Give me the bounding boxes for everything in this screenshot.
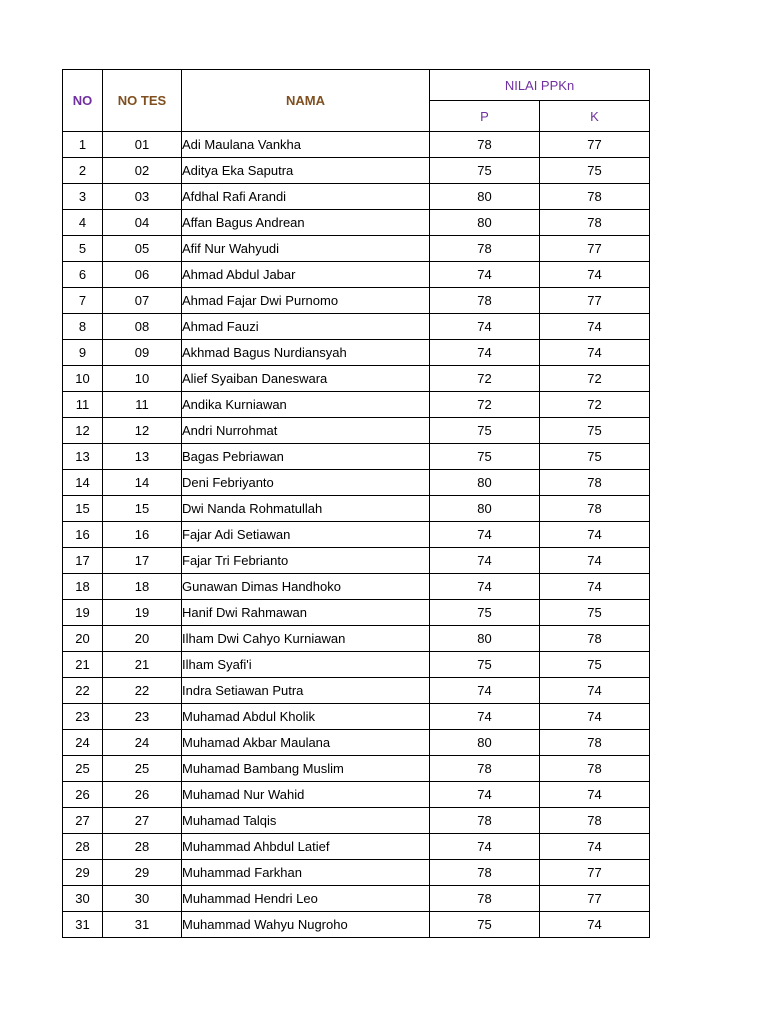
cell-no: 10 <box>63 366 103 392</box>
cell-no: 23 <box>63 704 103 730</box>
cell-no-tes: 27 <box>103 808 182 834</box>
header-no-tes: NO TES <box>103 70 182 132</box>
cell-k: 74 <box>540 262 650 288</box>
table-row <box>63 912 650 938</box>
cell-no-tes: 03 <box>103 184 182 210</box>
cell-p: 75 <box>430 600 540 626</box>
cell-p: 80 <box>430 496 540 522</box>
cell-p: 72 <box>430 392 540 418</box>
cell-no: 7 <box>63 288 103 314</box>
cell-nama: Andri Nurrohmat <box>182 418 430 444</box>
cell-no-tes: 31 <box>103 912 182 938</box>
table-row <box>63 522 650 548</box>
cell-nama: Muhamad Bambang Muslim <box>182 756 430 782</box>
cell-k: 75 <box>540 600 650 626</box>
cell-p: 80 <box>430 730 540 756</box>
cell-no-tes: 19 <box>103 600 182 626</box>
cell-no-tes: 29 <box>103 860 182 886</box>
table-row <box>63 678 650 704</box>
cell-nama: Fajar Adi Setiawan <box>182 522 430 548</box>
cell-no-tes: 30 <box>103 886 182 912</box>
cell-p: 74 <box>430 782 540 808</box>
cell-k: 78 <box>540 730 650 756</box>
cell-nama: Afdhal Rafi Arandi <box>182 184 430 210</box>
cell-p: 78 <box>430 132 540 158</box>
cell-no-tes: 08 <box>103 314 182 340</box>
cell-k: 75 <box>540 444 650 470</box>
cell-p: 80 <box>430 210 540 236</box>
cell-nama: Muhamad Nur Wahid <box>182 782 430 808</box>
cell-no-tes: 07 <box>103 288 182 314</box>
cell-nama: Muhamad Talqis <box>182 808 430 834</box>
cell-k: 74 <box>540 522 650 548</box>
cell-p: 78 <box>430 288 540 314</box>
header-nama: NAMA <box>182 70 430 132</box>
cell-p: 78 <box>430 756 540 782</box>
cell-no: 5 <box>63 236 103 262</box>
cell-no-tes: 04 <box>103 210 182 236</box>
table-row <box>63 808 650 834</box>
table-row <box>63 132 650 158</box>
cell-p: 74 <box>430 548 540 574</box>
cell-p: 74 <box>430 522 540 548</box>
cell-no: 31 <box>63 912 103 938</box>
table-row <box>63 704 650 730</box>
cell-no-tes: 18 <box>103 574 182 600</box>
table-row <box>63 626 650 652</box>
table-row <box>63 756 650 782</box>
cell-k: 78 <box>540 808 650 834</box>
cell-no: 25 <box>63 756 103 782</box>
table-row <box>63 340 650 366</box>
cell-k: 74 <box>540 548 650 574</box>
cell-p: 74 <box>430 262 540 288</box>
table-row <box>63 782 650 808</box>
table-row <box>63 236 650 262</box>
cell-no: 22 <box>63 678 103 704</box>
cell-p: 75 <box>430 912 540 938</box>
cell-no-tes: 14 <box>103 470 182 496</box>
table-row <box>63 730 650 756</box>
cell-k: 78 <box>540 496 650 522</box>
cell-no: 30 <box>63 886 103 912</box>
cell-no: 13 <box>63 444 103 470</box>
cell-nama: Ahmad Abdul Jabar <box>182 262 430 288</box>
cell-k: 75 <box>540 158 650 184</box>
table-row <box>63 470 650 496</box>
table-row <box>63 860 650 886</box>
cell-no-tes: 12 <box>103 418 182 444</box>
cell-nama: Muhammad Wahyu Nugroho <box>182 912 430 938</box>
cell-k: 74 <box>540 912 650 938</box>
cell-k: 78 <box>540 210 650 236</box>
header-p: P <box>430 101 540 132</box>
table-row <box>63 834 650 860</box>
cell-p: 80 <box>430 184 540 210</box>
cell-p: 78 <box>430 886 540 912</box>
cell-p: 74 <box>430 340 540 366</box>
cell-nama: Dwi Nanda Rohmatullah <box>182 496 430 522</box>
table-row <box>63 288 650 314</box>
cell-no-tes: 02 <box>103 158 182 184</box>
table-row <box>63 418 650 444</box>
cell-k: 77 <box>540 860 650 886</box>
cell-p: 75 <box>430 652 540 678</box>
cell-no: 27 <box>63 808 103 834</box>
cell-no-tes: 24 <box>103 730 182 756</box>
cell-k: 74 <box>540 678 650 704</box>
table-row <box>63 496 650 522</box>
cell-p: 80 <box>430 470 540 496</box>
cell-nama: Akhmad Bagus Nurdiansyah <box>182 340 430 366</box>
cell-p: 74 <box>430 678 540 704</box>
cell-no-tes: 09 <box>103 340 182 366</box>
cell-no-tes: 25 <box>103 756 182 782</box>
cell-no: 9 <box>63 340 103 366</box>
table-row <box>63 158 650 184</box>
cell-nama: Muhammad Farkhan <box>182 860 430 886</box>
cell-nama: Andika Kurniawan <box>182 392 430 418</box>
cell-no: 3 <box>63 184 103 210</box>
cell-p: 74 <box>430 574 540 600</box>
cell-no-tes: 23 <box>103 704 182 730</box>
cell-k: 77 <box>540 288 650 314</box>
cell-k: 78 <box>540 184 650 210</box>
table-row <box>63 366 650 392</box>
cell-no-tes: 21 <box>103 652 182 678</box>
cell-k: 77 <box>540 886 650 912</box>
cell-no: 28 <box>63 834 103 860</box>
cell-nama: Indra Setiawan Putra <box>182 678 430 704</box>
cell-k: 74 <box>540 834 650 860</box>
cell-no-tes: 20 <box>103 626 182 652</box>
cell-no: 15 <box>63 496 103 522</box>
table-row <box>63 262 650 288</box>
cell-nama: Ilham Dwi Cahyo Kurniawan <box>182 626 430 652</box>
cell-k: 74 <box>540 314 650 340</box>
cell-k: 74 <box>540 782 650 808</box>
cell-nama: Muhammad Hendri Leo <box>182 886 430 912</box>
cell-no-tes: 13 <box>103 444 182 470</box>
cell-no: 26 <box>63 782 103 808</box>
cell-k: 74 <box>540 574 650 600</box>
cell-k: 78 <box>540 756 650 782</box>
cell-no-tes: 26 <box>103 782 182 808</box>
cell-k: 75 <box>540 418 650 444</box>
table-row <box>63 444 650 470</box>
cell-no-tes: 15 <box>103 496 182 522</box>
cell-p: 75 <box>430 444 540 470</box>
cell-no-tes: 10 <box>103 366 182 392</box>
table-body <box>63 132 650 938</box>
cell-no: 17 <box>63 548 103 574</box>
cell-k: 74 <box>540 340 650 366</box>
cell-no: 24 <box>63 730 103 756</box>
cell-no-tes: 22 <box>103 678 182 704</box>
header-k: K <box>540 101 650 132</box>
cell-k: 72 <box>540 366 650 392</box>
cell-k: 72 <box>540 392 650 418</box>
table-row <box>63 210 650 236</box>
cell-no-tes: 06 <box>103 262 182 288</box>
cell-no: 4 <box>63 210 103 236</box>
cell-no: 12 <box>63 418 103 444</box>
cell-no-tes: 05 <box>103 236 182 262</box>
cell-p: 74 <box>430 834 540 860</box>
cell-no-tes: 11 <box>103 392 182 418</box>
cell-no: 16 <box>63 522 103 548</box>
cell-nama: Hanif Dwi Rahmawan <box>182 600 430 626</box>
cell-k: 74 <box>540 704 650 730</box>
table-row <box>63 184 650 210</box>
cell-p: 78 <box>430 236 540 262</box>
cell-p: 78 <box>430 860 540 886</box>
cell-k: 77 <box>540 132 650 158</box>
cell-no-tes: 17 <box>103 548 182 574</box>
cell-k: 78 <box>540 626 650 652</box>
cell-p: 72 <box>430 366 540 392</box>
cell-no: 20 <box>63 626 103 652</box>
cell-nama: Deni Febriyanto <box>182 470 430 496</box>
cell-no: 2 <box>63 158 103 184</box>
cell-nama: Muhamad Abdul Kholik <box>182 704 430 730</box>
cell-no-tes: 01 <box>103 132 182 158</box>
cell-p: 75 <box>430 158 540 184</box>
cell-no-tes: 16 <box>103 522 182 548</box>
cell-nama: Aditya Eka Saputra <box>182 158 430 184</box>
cell-k: 78 <box>540 470 650 496</box>
cell-p: 78 <box>430 808 540 834</box>
cell-no: 11 <box>63 392 103 418</box>
cell-nama: Alief Syaiban Daneswara <box>182 366 430 392</box>
table-row <box>63 652 650 678</box>
cell-no: 6 <box>63 262 103 288</box>
cell-nama: Muhammad Ahbdul Latief <box>182 834 430 860</box>
cell-no: 1 <box>63 132 103 158</box>
cell-no-tes: 28 <box>103 834 182 860</box>
cell-nama: Gunawan Dimas Handhoko <box>182 574 430 600</box>
cell-p: 75 <box>430 418 540 444</box>
cell-nama: Ilham Syafi'i <box>182 652 430 678</box>
cell-nama: Fajar Tri Febrianto <box>182 548 430 574</box>
cell-k: 75 <box>540 652 650 678</box>
cell-p: 74 <box>430 314 540 340</box>
cell-no: 18 <box>63 574 103 600</box>
cell-nama: Affan Bagus Andrean <box>182 210 430 236</box>
cell-no: 14 <box>63 470 103 496</box>
cell-nama: Ahmad Fauzi <box>182 314 430 340</box>
cell-nama: Adi Maulana Vankha <box>182 132 430 158</box>
table-row <box>63 392 650 418</box>
table-row <box>63 886 650 912</box>
cell-nama: Ahmad Fajar Dwi Purnomo <box>182 288 430 314</box>
grades-table <box>62 69 650 938</box>
cell-no: 29 <box>63 860 103 886</box>
cell-nama: Muhamad Akbar Maulana <box>182 730 430 756</box>
header-no: NO <box>63 70 103 132</box>
table-row <box>63 574 650 600</box>
cell-no: 19 <box>63 600 103 626</box>
cell-k: 77 <box>540 236 650 262</box>
cell-nama: Bagas Pebriawan <box>182 444 430 470</box>
cell-no: 8 <box>63 314 103 340</box>
table-row <box>63 600 650 626</box>
cell-p: 80 <box>430 626 540 652</box>
table-row <box>63 314 650 340</box>
header-nilai-ppkn: NILAI PPKn <box>430 70 650 101</box>
cell-no: 21 <box>63 652 103 678</box>
cell-p: 74 <box>430 704 540 730</box>
table-row <box>63 548 650 574</box>
cell-nama: Afif Nur Wahyudi <box>182 236 430 262</box>
